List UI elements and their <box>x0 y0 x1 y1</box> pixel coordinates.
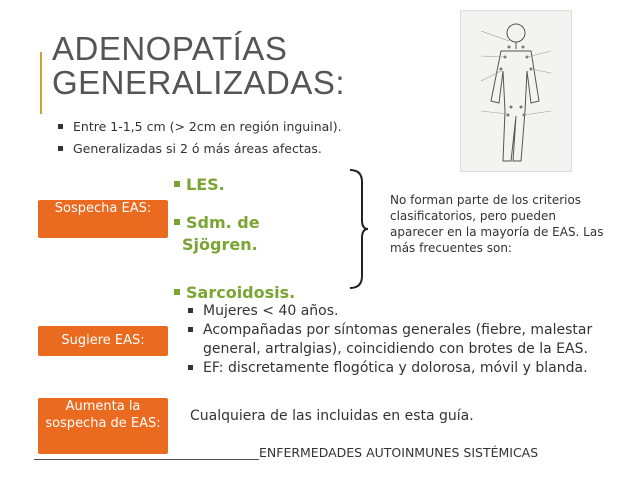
bullet-square-icon <box>188 327 193 332</box>
sospecha-eas-box: Sospecha EAS: <box>38 200 168 238</box>
top-bullet-list <box>58 116 342 160</box>
list-item: EF: discretamente flogótica y dolorosa, móvil y blanda. <box>188 359 628 378</box>
title-accent-bar <box>40 52 42 114</box>
aumenta-text: Cualquiera de las incluidas en esta guía. <box>190 408 474 424</box>
title-line-2: GENERALIZADAS: <box>52 64 346 101</box>
title-line-1: ADENOPATÍAS <box>52 30 288 67</box>
sugiere-eas-box: Sugiere EAS: <box>38 326 168 356</box>
footer-text: ____________________________________ENFERMEDADES AUTOINMUNES SISTÉMICAS <box>34 445 539 460</box>
bullet-square-icon <box>174 181 180 187</box>
bullet-square-icon <box>174 219 180 225</box>
right-brace-icon <box>348 168 368 290</box>
top-bullet-item: Generalizadas si 2 ó más áreas afectas. <box>58 138 342 160</box>
bullet-square-icon <box>188 308 193 313</box>
bullet-square-icon <box>58 146 63 151</box>
green-item-les: LES. <box>174 175 225 194</box>
lymph-node-body-diagram-icon <box>460 10 572 172</box>
sugiere-list <box>188 302 628 378</box>
green-item-sjogren: Sdm. de Sjögren. <box>174 212 260 256</box>
list-item: Mujeres < 40 años. <box>188 302 628 321</box>
aumenta-sospecha-box: Aumenta la sospecha de EAS: <box>38 398 168 454</box>
criteria-note: No forman parte de los criterios clasificatorios, pero pueden aparecer en la mayoría de EAS. Las más frecuentes son: <box>390 193 604 255</box>
bullet-square-icon <box>58 124 63 129</box>
top-bullet-item: Entre 1-1,5 cm (> 2cm en región inguinal). <box>58 116 342 138</box>
bullet-square-icon <box>174 289 180 295</box>
green-item-sarcoidosis: Sarcoidosis. <box>174 283 295 302</box>
page-title <box>52 32 345 100</box>
bullet-square-icon <box>188 365 193 370</box>
list-item: Acompañadas por síntomas generales (fiebre, malestar general, artralgias), coincidiendo con brotes de la EAS. <box>188 321 628 359</box>
